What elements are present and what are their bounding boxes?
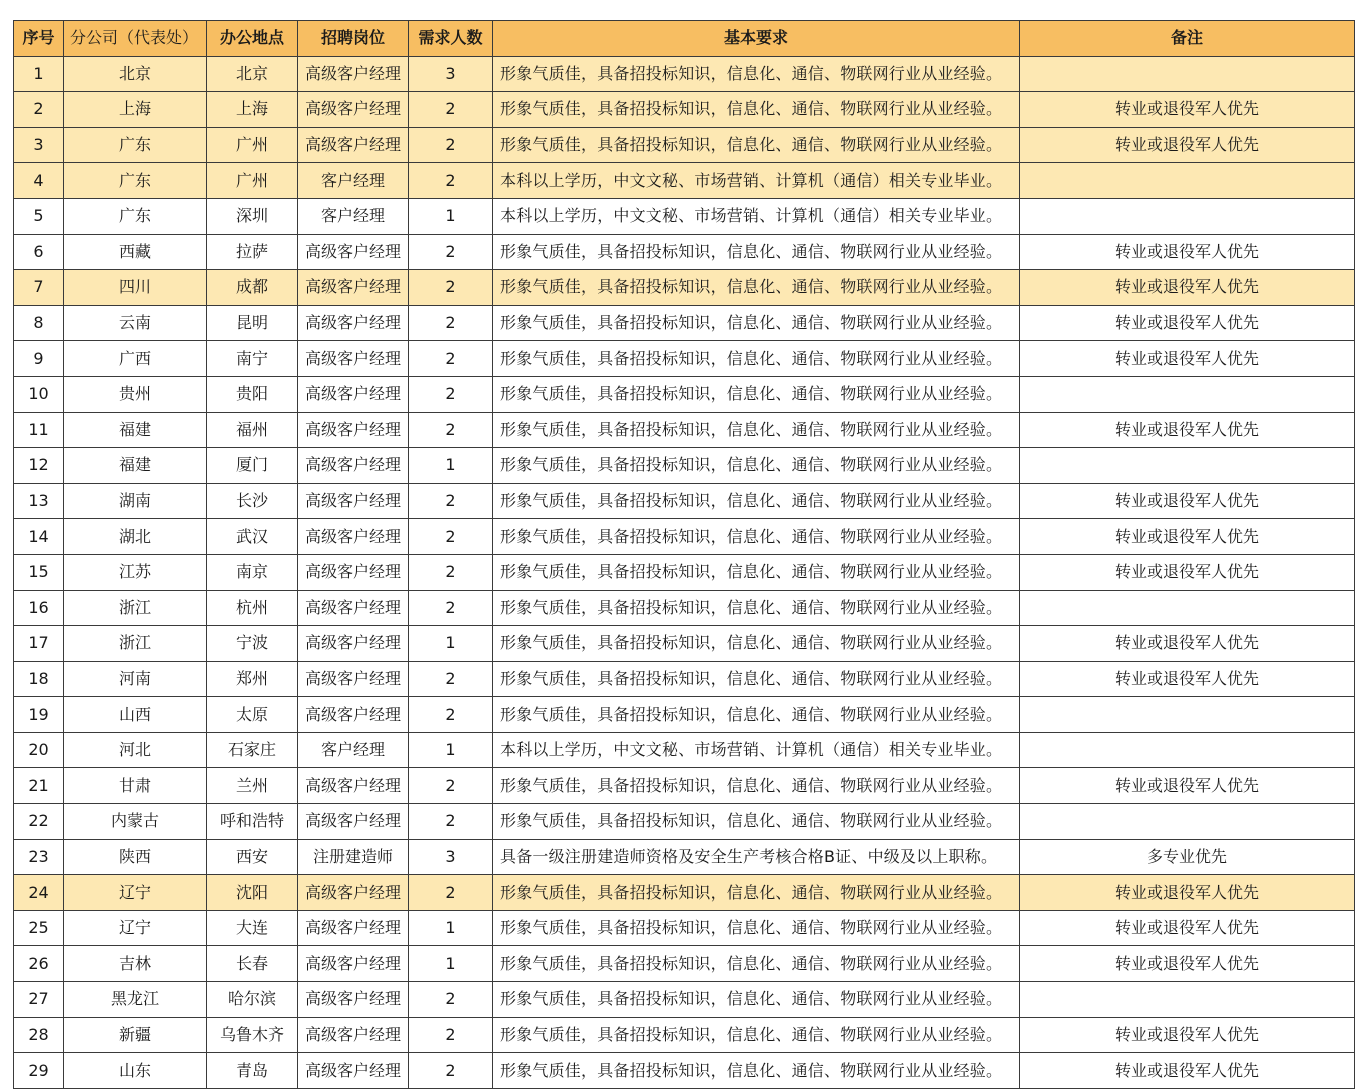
cell-note: 转业或退役军人优先 [1020, 626, 1355, 662]
table-row [14, 483, 1355, 519]
cell-no: 28 [14, 1017, 64, 1053]
cell-office: 厦门 [207, 448, 298, 484]
cell-position: 高级客户经理 [298, 661, 409, 697]
cell-requirement: 本科以上学历，中文文秘、市场营销、计算机（通信）相关专业毕业。 [493, 732, 1020, 768]
cell-note: 转业或退役军人优先 [1020, 910, 1355, 946]
cell-requirement: 形象气质佳，具备招投标知识，信息化、通信、物联网行业从业经验。 [493, 697, 1020, 733]
cell-note [1020, 590, 1355, 626]
cell-note: 转业或退役军人优先 [1020, 661, 1355, 697]
cell-count: 2 [409, 376, 493, 412]
cell-branch: 广东 [64, 198, 207, 234]
cell-office: 南京 [207, 554, 298, 590]
cell-count: 2 [409, 483, 493, 519]
cell-branch: 甘肃 [64, 768, 207, 804]
table-row [14, 56, 1355, 92]
cell-branch: 江苏 [64, 554, 207, 590]
cell-branch: 浙江 [64, 590, 207, 626]
cell-requirement: 形象气质佳，具备招投标知识，信息化、通信、物联网行业从业经验。 [493, 448, 1020, 484]
cell-position: 高级客户经理 [298, 270, 409, 306]
cell-count: 2 [409, 341, 493, 377]
cell-note [1020, 56, 1355, 92]
cell-note: 转业或退役军人优先 [1020, 341, 1355, 377]
table-row [14, 839, 1355, 875]
cell-requirement: 形象气质佳，具备招投标知识，信息化、通信、物联网行业从业经验。 [493, 1017, 1020, 1053]
cell-requirement: 形象气质佳，具备招投标知识，信息化、通信、物联网行业从业经验。 [493, 127, 1020, 163]
cell-requirement: 形象气质佳，具备招投标知识，信息化、通信、物联网行业从业经验。 [493, 1053, 1020, 1089]
cell-requirement: 形象气质佳，具备招投标知识，信息化、通信、物联网行业从业经验。 [493, 519, 1020, 555]
cell-no: 7 [14, 270, 64, 306]
cell-branch: 湖南 [64, 483, 207, 519]
cell-count: 2 [409, 234, 493, 270]
table-row [14, 626, 1355, 662]
cell-office: 宁波 [207, 626, 298, 662]
cell-no: 3 [14, 127, 64, 163]
cell-office: 成都 [207, 270, 298, 306]
cell-branch: 浙江 [64, 626, 207, 662]
cell-count: 1 [409, 946, 493, 982]
cell-office: 杭州 [207, 590, 298, 626]
cell-branch: 内蒙古 [64, 804, 207, 840]
cell-count: 2 [409, 768, 493, 804]
cell-position: 高级客户经理 [298, 483, 409, 519]
cell-office: 太原 [207, 697, 298, 733]
header-row [14, 21, 1355, 57]
cell-count: 2 [409, 163, 493, 199]
cell-position: 高级客户经理 [298, 590, 409, 626]
cell-office: 长春 [207, 946, 298, 982]
cell-office: 武汉 [207, 519, 298, 555]
table-row [14, 198, 1355, 234]
header-no: 序号 [14, 21, 64, 57]
cell-office: 贵阳 [207, 376, 298, 412]
cell-count: 2 [409, 982, 493, 1018]
table-body [14, 56, 1355, 1088]
cell-position: 客户经理 [298, 163, 409, 199]
cell-branch: 辽宁 [64, 910, 207, 946]
cell-no: 29 [14, 1053, 64, 1089]
cell-requirement: 形象气质佳，具备招投标知识，信息化、通信、物联网行业从业经验。 [493, 305, 1020, 341]
cell-count: 2 [409, 412, 493, 448]
cell-requirement: 形象气质佳，具备招投标知识，信息化、通信、物联网行业从业经验。 [493, 946, 1020, 982]
cell-count: 2 [409, 661, 493, 697]
cell-office: 广州 [207, 163, 298, 199]
cell-position: 高级客户经理 [298, 305, 409, 341]
cell-office: 青岛 [207, 1053, 298, 1089]
table-row [14, 661, 1355, 697]
cell-note: 转业或退役军人优先 [1020, 305, 1355, 341]
cell-requirement: 形象气质佳，具备招投标知识，信息化、通信、物联网行业从业经验。 [493, 234, 1020, 270]
cell-note [1020, 376, 1355, 412]
cell-requirement: 形象气质佳，具备招投标知识，信息化、通信、物联网行业从业经验。 [493, 412, 1020, 448]
cell-position: 高级客户经理 [298, 1017, 409, 1053]
table-row [14, 804, 1355, 840]
cell-position: 高级客户经理 [298, 697, 409, 733]
cell-requirement: 形象气质佳，具备招投标知识，信息化、通信、物联网行业从业经验。 [493, 910, 1020, 946]
cell-branch: 福建 [64, 448, 207, 484]
header-position: 招聘岗位 [298, 21, 409, 57]
cell-position: 高级客户经理 [298, 768, 409, 804]
cell-count: 2 [409, 519, 493, 555]
table-row [14, 412, 1355, 448]
cell-branch: 福建 [64, 412, 207, 448]
cell-position: 高级客户经理 [298, 626, 409, 662]
cell-count: 2 [409, 697, 493, 733]
cell-count: 1 [409, 198, 493, 234]
cell-requirement: 具备一级注册建造师资格及安全生产考核合格B证、中级及以上职称。 [493, 839, 1020, 875]
table-row [14, 376, 1355, 412]
cell-note: 转业或退役军人优先 [1020, 875, 1355, 911]
header-count: 需求人数 [409, 21, 493, 57]
cell-count: 3 [409, 839, 493, 875]
cell-note: 转业或退役军人优先 [1020, 1017, 1355, 1053]
table-row [14, 910, 1355, 946]
cell-office: 沈阳 [207, 875, 298, 911]
cell-count: 2 [409, 590, 493, 626]
cell-no: 12 [14, 448, 64, 484]
table-row [14, 768, 1355, 804]
cell-no: 8 [14, 305, 64, 341]
cell-branch: 四川 [64, 270, 207, 306]
cell-position: 注册建造师 [298, 839, 409, 875]
cell-requirement: 形象气质佳，具备招投标知识，信息化、通信、物联网行业从业经验。 [493, 56, 1020, 92]
cell-requirement: 形象气质佳，具备招投标知识，信息化、通信、物联网行业从业经验。 [493, 92, 1020, 128]
cell-branch: 黑龙江 [64, 982, 207, 1018]
cell-no: 18 [14, 661, 64, 697]
cell-branch: 吉林 [64, 946, 207, 982]
cell-no: 6 [14, 234, 64, 270]
table-row [14, 92, 1355, 128]
cell-office: 呼和浩特 [207, 804, 298, 840]
cell-office: 大连 [207, 910, 298, 946]
cell-branch: 河北 [64, 732, 207, 768]
cell-count: 2 [409, 127, 493, 163]
cell-office: 北京 [207, 56, 298, 92]
cell-count: 2 [409, 270, 493, 306]
cell-no: 16 [14, 590, 64, 626]
cell-note: 转业或退役军人优先 [1020, 554, 1355, 590]
table-row [14, 448, 1355, 484]
cell-count: 2 [409, 305, 493, 341]
cell-requirement: 形象气质佳，具备招投标知识，信息化、通信、物联网行业从业经验。 [493, 376, 1020, 412]
cell-requirement: 形象气质佳，具备招投标知识，信息化、通信、物联网行业从业经验。 [493, 554, 1020, 590]
cell-note: 转业或退役军人优先 [1020, 483, 1355, 519]
cell-office: 郑州 [207, 661, 298, 697]
cell-no: 27 [14, 982, 64, 1018]
cell-position: 高级客户经理 [298, 875, 409, 911]
cell-no: 2 [14, 92, 64, 128]
table-row [14, 590, 1355, 626]
cell-note [1020, 982, 1355, 1018]
cell-branch: 辽宁 [64, 875, 207, 911]
recruitment-table [13, 20, 1355, 1089]
table-row [14, 732, 1355, 768]
cell-position: 高级客户经理 [298, 92, 409, 128]
cell-no: 15 [14, 554, 64, 590]
cell-no: 20 [14, 732, 64, 768]
cell-no: 17 [14, 626, 64, 662]
cell-no: 21 [14, 768, 64, 804]
cell-count: 2 [409, 804, 493, 840]
cell-requirement: 形象气质佳，具备招投标知识，信息化、通信、物联网行业从业经验。 [493, 341, 1020, 377]
cell-count: 2 [409, 1053, 493, 1089]
cell-position: 高级客户经理 [298, 554, 409, 590]
cell-note: 转业或退役军人优先 [1020, 519, 1355, 555]
cell-no: 26 [14, 946, 64, 982]
header-note: 备注 [1020, 21, 1355, 57]
cell-no: 4 [14, 163, 64, 199]
cell-no: 23 [14, 839, 64, 875]
cell-note [1020, 804, 1355, 840]
cell-count: 3 [409, 56, 493, 92]
cell-requirement: 形象气质佳，具备招投标知识，信息化、通信、物联网行业从业经验。 [493, 270, 1020, 306]
cell-count: 1 [409, 448, 493, 484]
cell-position: 高级客户经理 [298, 1053, 409, 1089]
cell-branch: 山东 [64, 1053, 207, 1089]
cell-position: 高级客户经理 [298, 519, 409, 555]
cell-count: 2 [409, 92, 493, 128]
cell-count: 2 [409, 1017, 493, 1053]
cell-office: 福州 [207, 412, 298, 448]
cell-requirement: 形象气质佳，具备招投标知识，信息化、通信、物联网行业从业经验。 [493, 804, 1020, 840]
cell-branch: 北京 [64, 56, 207, 92]
cell-no: 10 [14, 376, 64, 412]
cell-position: 高级客户经理 [298, 910, 409, 946]
cell-note: 转业或退役军人优先 [1020, 768, 1355, 804]
cell-position: 高级客户经理 [298, 376, 409, 412]
cell-no: 1 [14, 56, 64, 92]
cell-branch: 湖北 [64, 519, 207, 555]
cell-note: 转业或退役军人优先 [1020, 270, 1355, 306]
cell-office: 南宁 [207, 341, 298, 377]
header-branch: 分公司（代表处） [64, 21, 207, 57]
cell-note: 转业或退役军人优先 [1020, 92, 1355, 128]
cell-office: 石家庄 [207, 732, 298, 768]
table-row [14, 554, 1355, 590]
cell-requirement: 形象气质佳，具备招投标知识，信息化、通信、物联网行业从业经验。 [493, 768, 1020, 804]
table-row [14, 982, 1355, 1018]
cell-branch: 上海 [64, 92, 207, 128]
cell-position: 高级客户经理 [298, 234, 409, 270]
cell-office: 西安 [207, 839, 298, 875]
cell-note [1020, 163, 1355, 199]
cell-branch: 河南 [64, 661, 207, 697]
table-row [14, 1017, 1355, 1053]
table-row [14, 697, 1355, 733]
table-row [14, 946, 1355, 982]
cell-position: 客户经理 [298, 198, 409, 234]
cell-position: 高级客户经理 [298, 127, 409, 163]
cell-position: 高级客户经理 [298, 341, 409, 377]
cell-no: 11 [14, 412, 64, 448]
cell-count: 2 [409, 875, 493, 911]
cell-note: 多专业优先 [1020, 839, 1355, 875]
cell-position: 高级客户经理 [298, 56, 409, 92]
cell-count: 2 [409, 554, 493, 590]
cell-office: 哈尔滨 [207, 982, 298, 1018]
table-row [14, 341, 1355, 377]
cell-branch: 广东 [64, 127, 207, 163]
cell-position: 高级客户经理 [298, 946, 409, 982]
cell-no: 22 [14, 804, 64, 840]
cell-count: 1 [409, 626, 493, 662]
recruitment-table-container [13, 20, 1355, 1089]
table-row [14, 305, 1355, 341]
table-row [14, 163, 1355, 199]
cell-requirement: 形象气质佳，具备招投标知识，信息化、通信、物联网行业从业经验。 [493, 661, 1020, 697]
cell-requirement: 形象气质佳，具备招投标知识，信息化、通信、物联网行业从业经验。 [493, 626, 1020, 662]
cell-office: 深圳 [207, 198, 298, 234]
cell-office: 上海 [207, 92, 298, 128]
cell-no: 25 [14, 910, 64, 946]
cell-branch: 广西 [64, 341, 207, 377]
cell-no: 14 [14, 519, 64, 555]
cell-note: 转业或退役军人优先 [1020, 412, 1355, 448]
cell-no: 9 [14, 341, 64, 377]
cell-position: 高级客户经理 [298, 448, 409, 484]
cell-note [1020, 732, 1355, 768]
cell-branch: 广东 [64, 163, 207, 199]
cell-no: 24 [14, 875, 64, 911]
cell-count: 1 [409, 732, 493, 768]
cell-branch: 新疆 [64, 1017, 207, 1053]
cell-requirement: 形象气质佳，具备招投标知识，信息化、通信、物联网行业从业经验。 [493, 590, 1020, 626]
table-row [14, 270, 1355, 306]
cell-position: 高级客户经理 [298, 804, 409, 840]
cell-branch: 云南 [64, 305, 207, 341]
header-office: 办公地点 [207, 21, 298, 57]
cell-note [1020, 198, 1355, 234]
table-row [14, 519, 1355, 555]
table-row [14, 234, 1355, 270]
cell-count: 1 [409, 910, 493, 946]
table-row [14, 875, 1355, 911]
cell-office: 广州 [207, 127, 298, 163]
cell-office: 昆明 [207, 305, 298, 341]
header-requirement: 基本要求 [493, 21, 1020, 57]
cell-requirement: 形象气质佳，具备招投标知识，信息化、通信、物联网行业从业经验。 [493, 982, 1020, 1018]
cell-requirement: 形象气质佳，具备招投标知识，信息化、通信、物联网行业从业经验。 [493, 875, 1020, 911]
table-row [14, 127, 1355, 163]
cell-office: 拉萨 [207, 234, 298, 270]
cell-no: 13 [14, 483, 64, 519]
cell-note [1020, 448, 1355, 484]
cell-position: 高级客户经理 [298, 982, 409, 1018]
cell-office: 兰州 [207, 768, 298, 804]
cell-requirement: 本科以上学历，中文文秘、市场营销、计算机（通信）相关专业毕业。 [493, 163, 1020, 199]
cell-requirement: 本科以上学历，中文文秘、市场营销、计算机（通信）相关专业毕业。 [493, 198, 1020, 234]
cell-office: 乌鲁木齐 [207, 1017, 298, 1053]
cell-note [1020, 697, 1355, 733]
cell-branch: 陕西 [64, 839, 207, 875]
cell-note: 转业或退役军人优先 [1020, 1053, 1355, 1089]
cell-branch: 贵州 [64, 376, 207, 412]
cell-note: 转业或退役军人优先 [1020, 946, 1355, 982]
table-row [14, 1053, 1355, 1089]
cell-office: 长沙 [207, 483, 298, 519]
cell-position: 高级客户经理 [298, 412, 409, 448]
cell-note: 转业或退役军人优先 [1020, 234, 1355, 270]
cell-branch: 山西 [64, 697, 207, 733]
cell-no: 5 [14, 198, 64, 234]
cell-note: 转业或退役军人优先 [1020, 127, 1355, 163]
cell-requirement: 形象气质佳，具备招投标知识，信息化、通信、物联网行业从业经验。 [493, 483, 1020, 519]
cell-no: 19 [14, 697, 64, 733]
cell-position: 客户经理 [298, 732, 409, 768]
cell-branch: 西藏 [64, 234, 207, 270]
